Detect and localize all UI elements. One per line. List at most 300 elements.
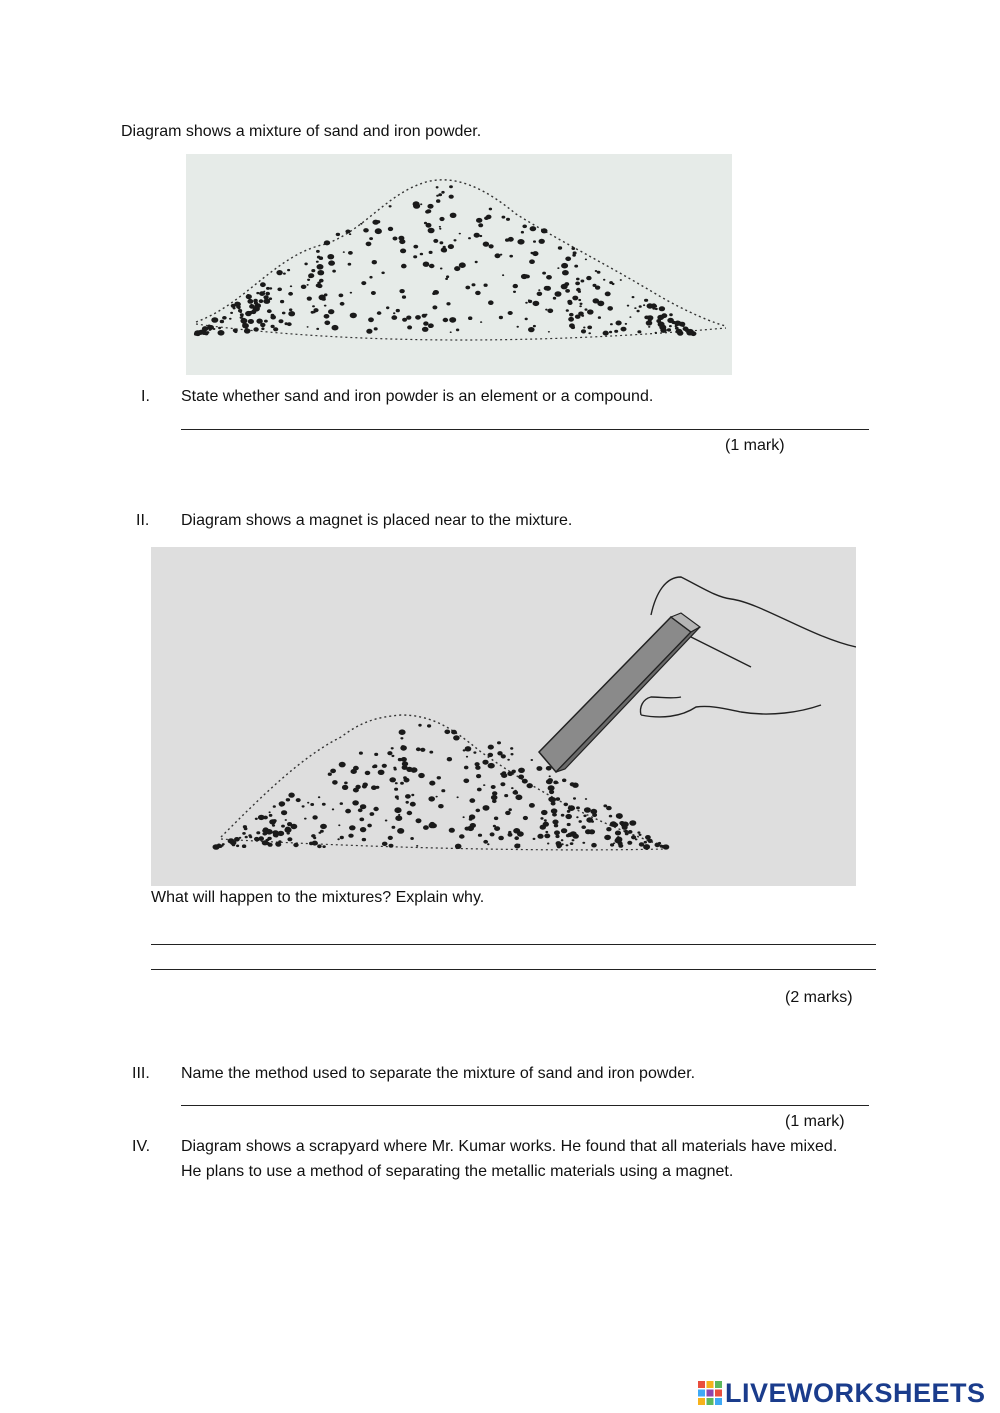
iron-particle [235,838,239,841]
iron-particle [271,314,275,317]
iron-particle [511,753,514,755]
iron-particle [584,807,591,813]
iron-particle [281,804,284,806]
iron-particle [416,845,418,847]
iron-particle [569,313,574,317]
iron-particle [509,255,513,258]
iron-particle [606,806,612,810]
iron-particle [497,741,501,744]
iron-particle [529,259,535,264]
iron-particle [327,254,334,259]
iron-particle [522,779,528,784]
iron-particle [420,203,422,205]
iron-particle [393,312,395,314]
iron-particle [464,766,469,770]
iron-particle [616,813,623,819]
iron-particle [388,227,393,231]
iron-particle [311,311,315,314]
iron-particle [360,804,366,809]
iron-particle [441,191,444,194]
iron-particle [239,837,241,839]
iron-particle [429,264,435,268]
iron-particle [561,843,563,845]
q1-answer-line [181,429,869,430]
iron-particle [659,325,666,331]
iron-particle [517,831,524,836]
q2-answer-input-1[interactable] [151,922,880,944]
iron-particle [488,763,495,769]
iron-particle [469,798,475,803]
iron-particle [322,845,325,848]
iron-particle [420,748,425,752]
iron-particle [330,769,336,774]
iron-particle [245,836,248,839]
iron-particle [291,824,298,829]
iron-particle [397,828,404,834]
iron-particle [222,316,227,320]
iron-particle [568,805,575,811]
iron-particle [399,239,405,244]
iron-particle [429,751,433,754]
iron-particle [222,843,225,845]
iron-particle [605,292,611,297]
iron-particle [307,326,309,328]
iron-particle [441,789,445,792]
iron-particle [587,309,594,314]
iron-particle [504,794,508,797]
iron-particle [311,269,315,272]
iron-particle [544,819,547,821]
iron-particle [483,805,490,811]
iron-particle [647,315,653,320]
iron-particle [643,844,650,850]
iron-particle [349,233,351,235]
iron-particle [518,775,524,780]
iron-particle [658,842,661,845]
iron-particle [361,281,366,285]
iron-particle [195,332,199,335]
iron-particle [570,842,574,845]
iron-particle [561,814,565,817]
iron-particle [629,820,636,826]
iron-particle [293,843,298,847]
iron-particle [238,307,241,309]
iron-particle [439,217,444,221]
iron-particle [627,305,629,307]
iron-particle [449,828,455,833]
iron-particle [429,251,433,254]
iron-particle [510,747,513,750]
iron-particle [369,276,372,279]
iron-particle [451,730,457,735]
iron-particle [378,770,385,775]
iron-particle [517,326,519,328]
iron-particle [644,299,648,302]
iron-particle [490,832,495,836]
iron-particle [436,199,440,203]
iron-particle [572,783,579,788]
iron-particle [324,240,330,245]
iron-particle [389,844,394,848]
iron-particle [218,330,225,336]
iron-particle [276,270,282,275]
iron-particle [686,330,693,335]
iron-particle [562,779,566,783]
magnet-bar [539,613,700,772]
iron-particle [242,844,246,848]
iron-particle [413,255,417,258]
iron-particle [243,825,247,828]
iron-particle [233,307,236,309]
iron-particle [290,285,292,287]
iron-particle [328,773,332,776]
iron-particle [360,827,366,832]
iron-particle [266,839,269,842]
iron-particle [487,843,489,845]
iron-particle [348,834,353,838]
iron-particle [609,331,612,334]
iron-particle [446,275,449,278]
iron-particle [618,844,623,848]
iron-particle [332,325,339,331]
iron-particle [537,292,543,296]
iron-particle [669,325,672,327]
iron-particle [620,839,623,841]
iron-particle [590,809,597,814]
q3-marks: (1 mark) [785,1113,845,1130]
iron-particle [307,284,309,286]
iron-particle [513,284,518,288]
iron-particle [606,827,611,831]
q3-number: III. [132,1065,150,1082]
iron-particle [615,823,618,826]
iron-particle [438,804,444,808]
iron-particle [556,797,560,801]
iron-particle [555,291,562,297]
iron-particle [256,292,259,294]
iron-particle [214,845,218,848]
iron-particle [565,257,571,262]
iron-particle [423,825,429,830]
iron-particle [418,773,425,778]
iron-particle [553,297,556,300]
iron-particle [230,840,236,845]
iron-particle [420,253,423,256]
iron-particle [264,320,268,323]
iron-particle [423,321,428,325]
iron-particle [279,319,284,323]
iron-particle [475,291,481,295]
iron-particle [589,829,595,834]
iron-particle [566,309,569,312]
iron-particle [296,798,301,802]
iron-particle [625,832,629,835]
iron-particle [221,331,224,333]
q3-answer-input[interactable] [181,1084,873,1106]
iron-particle [578,299,581,301]
iron-particle [304,818,307,820]
iron-particle [356,767,359,769]
liveworksheets-logo [697,1378,986,1408]
q3-answer-line [181,1105,869,1106]
iron-particle [269,811,271,813]
iron-particle [391,755,394,757]
iron-particle [362,838,366,841]
iron-particle [631,835,636,839]
iron-particle [386,306,389,309]
iron-particle [575,282,580,286]
iron-particles [194,185,697,336]
iron-particle [475,261,478,263]
iron-particle [648,326,650,328]
iron-particle [399,289,404,293]
iron-particle [536,766,542,771]
iron-particle [348,251,353,255]
iron-particle [310,803,314,806]
iron-particle [260,282,266,287]
iron-particle [558,246,562,249]
iron-particle [395,795,399,798]
iron-particle [350,292,352,294]
iron-particle [340,302,345,306]
iron-particle [547,309,553,314]
iron-particle [644,841,647,844]
iron-particle [517,239,524,245]
liveworksheets-logo-icon [697,1380,723,1406]
iron-particle [544,834,550,839]
iron-particle [515,795,522,801]
iron-particle [482,760,488,765]
iron-particle [614,330,618,333]
iron-particle [438,193,442,196]
iron-particle [316,261,319,263]
iron-particle [377,311,382,315]
iron-particle [345,809,351,814]
q2-text: Diagram shows a magnet is placed near to the mixture. [181,512,573,529]
iron-particle [632,296,635,298]
iron-particle [268,843,273,847]
iron-particle [402,765,408,770]
iron-particle [568,301,573,305]
iron-particle [391,315,397,320]
iron-particle [242,323,249,328]
iron-particle [272,824,275,827]
iron-particle [554,824,558,828]
iron-particle [505,811,511,815]
iron-particle [368,317,374,322]
iron-particle [269,814,273,817]
iron-particle [319,832,322,834]
iron-particle [422,327,429,332]
iron-particle [593,298,600,303]
iron-particle [308,275,312,278]
iron-particle [340,802,343,805]
iron-particle [407,811,413,815]
iron-particle [317,270,324,275]
iron-particle [585,798,587,800]
iron-particle [372,765,376,768]
iron-particle [522,225,527,229]
iron-particle [453,735,460,740]
iron-particle [342,785,348,790]
q1-marks: (1 mark) [725,437,785,454]
iron-particle [557,267,559,269]
iron-particle [604,835,611,840]
iron-particle [426,209,431,213]
iron-particle [498,836,504,841]
iron-particle [483,242,489,247]
iron-particle [528,327,535,332]
iron-particle [376,220,380,223]
iron-particle [493,825,496,828]
iron-particle [609,815,612,818]
iron-particle [541,229,546,233]
iron-particle [317,264,324,270]
iron-particle [317,844,322,848]
iron-particle [463,816,465,818]
iron-particle [312,841,318,846]
iron-particle [312,815,317,819]
iron-particle [587,326,592,330]
iron-particle [394,807,401,813]
iron-particle [562,270,569,275]
iron-particle [211,317,218,323]
iron-particle [340,836,344,839]
iron-particle [413,201,420,207]
iron-particle [436,796,438,798]
iron-particle [411,794,414,796]
iron-particle [288,292,293,296]
iron-particle [574,265,578,268]
iron-particle [553,781,558,785]
iron-particle [616,321,622,326]
iron-particle [307,802,309,804]
q1-answer-input[interactable] [181,408,873,430]
iron-particle [440,268,443,270]
iron-particle [304,263,307,266]
iron-particle [652,307,655,310]
iron-particle [545,309,547,311]
iron-particle [433,239,438,243]
iron-particle [565,814,572,819]
iron-particle [484,284,488,287]
iron-particle [387,751,392,755]
iron-particle [254,301,258,304]
iron-particle [552,820,558,825]
iron-particle [449,195,454,199]
iron-particle [637,330,641,333]
iron-particle [572,296,578,301]
q1-text: State whether sand and iron powder is an element or a compound. [181,388,654,405]
iron-particle [500,254,502,256]
iron-particle [639,305,642,308]
iron-particle [396,309,400,312]
iron-particle [448,244,454,249]
iron-particle [513,291,516,293]
mound-base [196,324,726,340]
iron-particle [555,835,559,838]
iron-particle [494,817,498,821]
iron-particle [249,304,255,309]
iron-particle [373,807,378,811]
iron-particle [307,297,312,301]
iron-particle [411,769,416,773]
iron-particle [484,216,489,220]
sand-iron-mixture-figure [186,154,732,375]
iron-particle [332,270,336,273]
iron-particle [544,286,550,291]
iron-particle [548,331,550,333]
iron-particle [511,787,514,789]
iron-particle [540,817,543,820]
iron-particle [208,325,214,330]
iron-particle [456,329,459,332]
iron-particle [567,823,571,826]
iron-particle [508,311,513,315]
iron-particle [541,810,548,815]
iron-particle [285,819,287,821]
iron-particle [205,332,209,335]
iron-particle [473,751,476,753]
iron-particle [234,302,241,307]
iron-particle [479,235,482,237]
iron-particle [416,747,421,751]
iron-particle [491,785,496,789]
q4-line-2: He plans to use a method of separating the metallic materials using a magnet. [181,1163,734,1180]
iron-particle [336,233,340,236]
iron-particle [345,230,350,234]
iron-particle [349,825,356,830]
iron-particle [538,289,540,291]
iron-particle [439,226,441,228]
iron-particle [542,272,546,275]
iron-particle [500,782,505,786]
iron-particle [667,318,674,323]
iron-particle [432,305,437,309]
iron-particle [251,310,256,314]
iron-particle [287,269,290,271]
iron-particle [388,836,393,840]
iron-particle [301,285,307,289]
iron-particle [375,228,382,234]
iron-particle [249,836,252,839]
iron-particle [276,842,282,847]
iron-particle [525,302,528,304]
iron-particle [431,823,437,828]
q2-answer-input-2[interactable] [151,947,880,969]
iron-particle [273,805,276,808]
iron-particle [287,837,292,841]
iron-particle [463,779,469,784]
iron-particle [465,748,470,752]
iron-particle [530,226,537,231]
iron-particle [275,836,278,838]
iron-particle [476,218,482,223]
iron-particle [319,256,323,260]
iron-particle [402,295,406,298]
iron-particle [488,745,494,750]
iron-particle [597,271,601,274]
iron-particle [436,195,439,197]
iron-particle [254,837,259,841]
iron-particle [443,318,449,322]
iron-particle [265,292,270,296]
iron-particle [576,816,578,818]
iron-particle [255,818,258,820]
iron-particle [328,260,335,265]
iron-particle [369,237,373,240]
iron-particles [213,724,670,850]
